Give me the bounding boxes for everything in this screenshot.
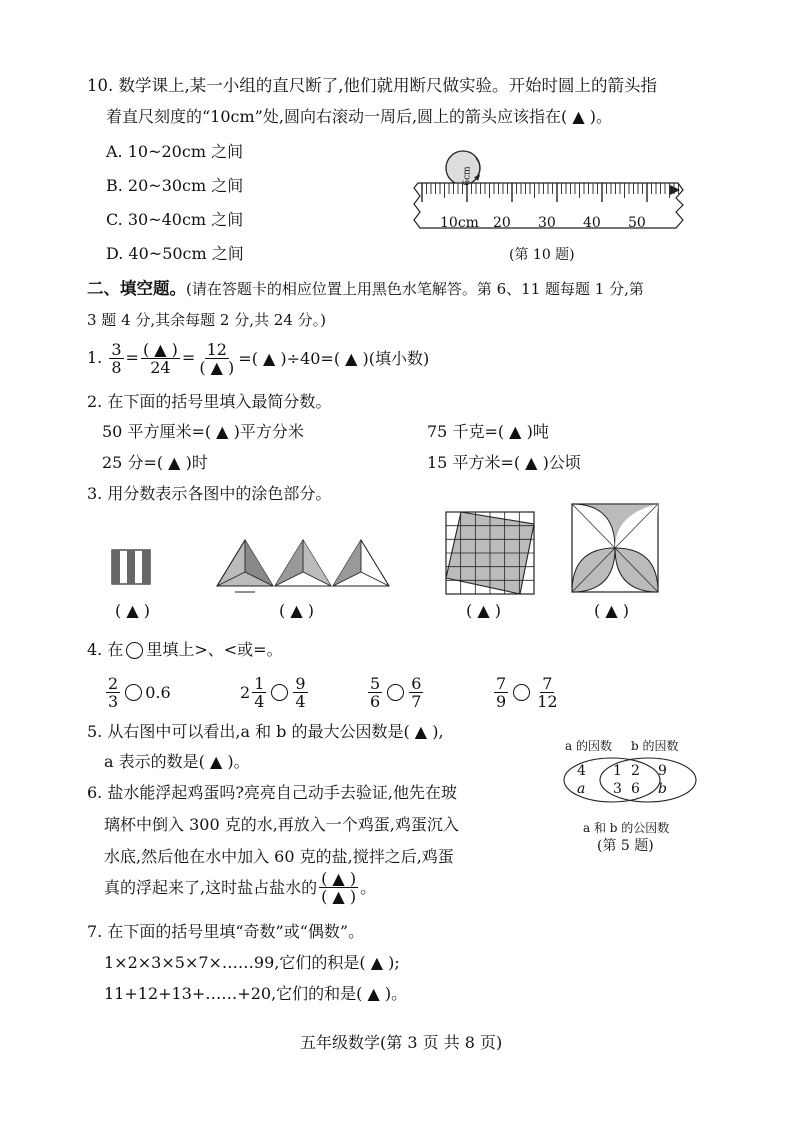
q3-answer3: ( ▲ ) — [466, 601, 501, 620]
q6-frac-num: ( ▲ ) — [321, 869, 357, 888]
q5-line1: 5. 从右图中可以看出,a 和 b 的最大公因数是( ▲ ), — [87, 722, 444, 741]
section-desc2: 3 题 4 分,其余每题 2 分,共 24 分。) — [87, 311, 326, 329]
venn-common-3: 3 — [613, 781, 622, 797]
q4-c3-bden: 7 — [411, 692, 422, 711]
q2-item1: 50 平方厘米=( ▲ )平方分米 — [102, 422, 304, 441]
q4-compare1 — [104, 675, 171, 710]
venn-left-val1: 4 — [577, 763, 586, 779]
q10-option-d: D. 40~50cm 之间 — [106, 244, 244, 263]
q4-c4-aden: 9 — [496, 692, 507, 711]
q4-title-b: 里填上>、<或=。 — [146, 640, 283, 659]
q1-frac3-num: 12 — [206, 340, 227, 359]
q4-title-a: 4. 在 — [87, 640, 124, 659]
q10-option-b: B. 20~30cm 之间 — [106, 176, 244, 195]
q1 — [87, 341, 429, 376]
q4-compare2 — [240, 675, 310, 710]
q4-c4-bnum: 7 — [542, 674, 553, 693]
section-desc1: (请在答题卡的相应位置上用黑色水笔解答。第 6、11 题每题 1 分,第 — [186, 280, 644, 298]
section-title-text: 二、填空题。 — [87, 279, 186, 298]
q2-title: 2. 在下面的括号里填入最简分数。 — [87, 392, 332, 411]
q4-c3-frac-b — [409, 675, 423, 710]
q4-c3-bnum: 6 — [411, 674, 422, 693]
q1-eq2: = — [181, 348, 196, 367]
q4-c4-frac-a — [494, 675, 508, 710]
q4-c3-frac-a — [368, 675, 382, 710]
q6-line3: 水底,然后他在水中加入 60 克的盐,搅拌之后,鸡蛋 — [104, 847, 454, 866]
section-title — [87, 279, 644, 299]
q10-line1: 10. 数学课上,某一小组的直尺断了,他们就用断尺做实验。开始时圆上的箭头指 — [87, 76, 657, 95]
q4-c1-frac — [106, 675, 120, 710]
ruler-label-10: 10cm — [440, 215, 479, 231]
circle-label: 6cm — [462, 166, 473, 186]
venn-right-val2: b — [658, 781, 667, 797]
q1-tail: =( ▲ )÷40=( ▲ )(填小数) — [238, 349, 430, 368]
ruler-label-50: 50 — [628, 215, 646, 231]
q1-eq1: = — [125, 348, 139, 367]
q7-line2: 1×2×3×5×7×……99,它们的积是( ▲ ); — [104, 953, 400, 972]
venn-common-4: 6 — [631, 781, 640, 797]
q4-compare3 — [366, 675, 425, 710]
venn-left-val2: a — [577, 781, 586, 797]
compare-circle-icon — [126, 642, 143, 659]
q4-c1-num: 2 — [108, 674, 119, 693]
venn-right-label: b 的因数 — [631, 739, 679, 753]
q3-answer2: ( ▲ ) — [279, 601, 314, 620]
q6-frac-den: ( ▲ ) — [321, 887, 357, 906]
q3-fig-square-petals — [572, 504, 660, 594]
q4-c1-b: 0.6 — [145, 683, 171, 702]
venn-left-label: a 的因数 — [565, 739, 612, 753]
compare-circle-icon[interactable] — [513, 684, 530, 701]
q7-line3: 11+12+13+……+20,它们的和是( ▲ )。 — [104, 984, 408, 1003]
q4-c2-frac-b — [293, 675, 307, 710]
q4-c2-frac-a — [252, 675, 266, 710]
venn-common-2: 2 — [631, 763, 640, 779]
q4-c1-den: 3 — [108, 692, 119, 711]
compare-circle-icon[interactable] — [271, 684, 288, 701]
q4-c2-aden: 4 — [254, 692, 265, 711]
q7-line1: 7. 在下面的括号里填“奇数”或“偶数”。 — [87, 922, 365, 941]
venn-common-1: 1 — [613, 763, 622, 779]
q4-c2-bden: 4 — [295, 692, 306, 711]
q4-c4-bden: 12 — [537, 692, 558, 711]
q4-c2-whole: 2 — [240, 683, 251, 702]
q1-frac3 — [197, 341, 236, 376]
q1-frac1-den: 8 — [111, 358, 122, 377]
q3-answer1: ( ▲ ) — [115, 601, 150, 620]
q1-number: 1. — [87, 348, 103, 367]
q10-caption: (第 10 题) — [509, 247, 575, 263]
q1-frac3-den: ( ▲ ) — [199, 358, 235, 377]
q6-line4-text: 真的浮起来了,这时盐占盐水的 — [104, 878, 318, 897]
venn-right-val1: 9 — [658, 763, 667, 779]
compare-circle-icon[interactable] — [125, 684, 142, 701]
venn-bottom-label: a 和 b 的公因数 — [583, 821, 670, 835]
q3-fig-triangles — [215, 538, 390, 590]
q6-line1: 6. 盐水能浮起鸡蛋吗?亮亮自己动手去验证,他先在玻 — [87, 783, 458, 802]
q1-frac2-den: 24 — [150, 358, 171, 377]
q4-c2-anum: 1 — [254, 674, 265, 693]
q4-compare4 — [492, 675, 562, 710]
q4-c4-frac-b — [535, 675, 559, 710]
q3-answer4: ( ▲ ) — [594, 601, 629, 620]
q1-frac2-num: ( ▲ ) — [142, 340, 178, 359]
q4-c4-anum: 7 — [496, 674, 507, 693]
ruler-label-40: 40 — [583, 215, 601, 231]
q5-caption: (第 5 题) — [597, 838, 654, 854]
q10-line2: 着直尺刻度的“10cm”处,圆向右滚动一周后,圆上的箭头应该指在( ▲ )。 — [106, 107, 612, 126]
q1-frac1-num: 3 — [111, 340, 122, 359]
q2-item3: 25 分=( ▲ )时 — [102, 453, 208, 472]
q4-c3-anum: 5 — [370, 674, 381, 693]
page-footer: 五年级数学(第 3 页 共 8 页) — [300, 1033, 503, 1052]
q3-title: 3. 用分数表示各图中的涂色部分。 — [87, 484, 332, 503]
q1-frac1 — [109, 341, 123, 376]
q3-fig-grid — [446, 512, 536, 596]
q1-frac2 — [141, 341, 180, 376]
ruler-label-20: 20 — [493, 215, 511, 231]
q2-item2: 75 千克=( ▲ )吨 — [427, 422, 549, 441]
q6-frac — [319, 870, 358, 905]
q5-line2: a 表示的数是( ▲ )。 — [104, 752, 250, 771]
q6-tail: 。 — [360, 878, 377, 897]
q10-option-a: A. 10~20cm 之间 — [106, 142, 244, 161]
q6-line2: 璃杯中倒入 300 克的水,再放入一个鸡蛋,鸡蛋沉入 — [104, 815, 459, 834]
q4-c3-aden: 6 — [370, 692, 381, 711]
q10-option-c: C. 30~40cm 之间 — [106, 210, 244, 229]
q6-line4 — [104, 870, 376, 905]
q4-title — [87, 640, 283, 660]
ruler-label-30: 30 — [538, 215, 556, 231]
compare-circle-icon[interactable] — [387, 684, 404, 701]
q4-c2-bnum: 9 — [295, 674, 306, 693]
q2-item4: 15 平方米=( ▲ )公顷 — [427, 453, 581, 472]
q3-fig-stripes — [112, 550, 152, 586]
